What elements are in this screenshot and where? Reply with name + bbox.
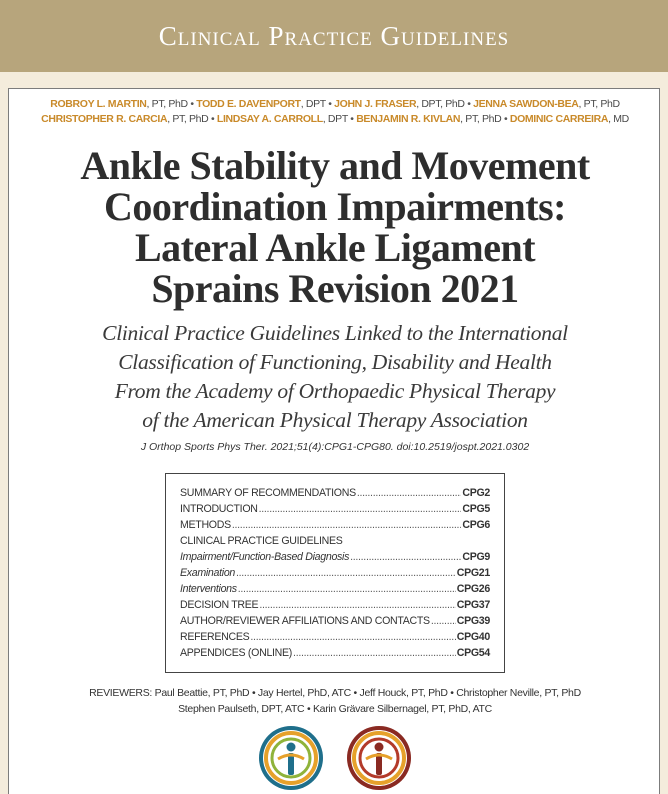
toc-page: CPG2 [462, 487, 490, 499]
toc-page: CPG26 [456, 583, 490, 595]
toc-entry[interactable] [180, 629, 490, 645]
toc-label: INTRODUCTION [180, 503, 258, 515]
title-line: Coordination Impairments: [104, 184, 566, 229]
author-separator: • [210, 113, 215, 125]
subtitle-line: From the Academy of Orthopaedic Physical Therapy [114, 379, 556, 403]
toc-leader [357, 485, 462, 501]
document-subtitle [9, 319, 661, 435]
author-name: LINDSAY A. CARROLL [216, 113, 323, 125]
toc-section-heading: CLINICAL PRACTICE GUIDELINES [180, 535, 343, 547]
author-line-1 [9, 97, 661, 112]
logo-row [9, 723, 661, 794]
toc-page: CPG6 [462, 519, 490, 531]
toc-leader [259, 501, 462, 517]
document-title [9, 145, 661, 309]
toc-page: CPG21 [456, 567, 490, 579]
toc-entry[interactable] [180, 501, 490, 517]
cover-panel [8, 88, 660, 794]
author-name: JOHN J. FRASER [334, 98, 417, 110]
header-banner [0, 0, 668, 72]
toc-entry[interactable] [180, 613, 490, 629]
toc-page: CPG40 [456, 631, 490, 643]
author-credentials: , DPT [322, 113, 348, 125]
toc-leader [293, 645, 456, 661]
author-credentials: , DPT [300, 98, 326, 110]
subtitle-line: Classification of Functioning, Disability and Health [118, 350, 552, 374]
toc-entry[interactable] [180, 597, 490, 613]
toc-entry[interactable] [180, 565, 490, 581]
author-separator: • [328, 98, 332, 110]
toc-label: Interventions [180, 583, 237, 595]
toc-entry[interactable] [180, 549, 490, 565]
author-separator: • [350, 113, 354, 125]
toc-leader [250, 629, 455, 645]
author-separator: • [503, 113, 508, 125]
reviewers-line-1: REVIEWERS: Paul Beattie, PT, PhD • Jay Hertel, PhD, ATC • Jeff Houck, PT, PhD • Christopher Neville, PT, PhD [89, 687, 581, 699]
academy-logo-red [344, 723, 414, 793]
toc-label: APPENDICES (ONLINE) [180, 647, 293, 659]
toc-page: CPG9 [462, 551, 490, 563]
toc-page: CPG37 [456, 599, 490, 611]
toc-page: CPG54 [456, 647, 490, 659]
author-name: ROBROY L. MARTIN [50, 98, 147, 110]
reviewers-line-2: Stephen Paulseth, DPT, ATC • Karin Grävare Silbernagel, PT, PhD, ATC [178, 703, 492, 715]
banner-title: Clinical Practice Guidelines [158, 20, 510, 51]
toc-label: METHODS [180, 519, 231, 531]
author-list [9, 97, 661, 127]
author-credentials: , DPT, PhD [416, 98, 465, 110]
toc-leader [238, 581, 456, 597]
subtitle-line: Clinical Practice Guidelines Linked to the International [102, 321, 568, 345]
toc-leader [232, 517, 461, 533]
author-name: TODD E. DAVENPORT [196, 98, 301, 110]
author-name: DOMINIC CARREIRA [509, 113, 609, 125]
toc-entry[interactable] [180, 645, 490, 661]
reviewers [9, 685, 661, 717]
author-name: BENJAMIN R. KIVLAN [356, 113, 461, 125]
table-of-contents [165, 473, 505, 673]
author-credentials: , MD [608, 113, 629, 125]
author-credentials: , PT, PhD [460, 113, 502, 125]
toc-page: CPG5 [462, 503, 490, 515]
author-credentials: , PT, PhD [167, 113, 209, 125]
subtitle-line: of the American Physical Therapy Association [142, 408, 528, 432]
toc-entry[interactable] [180, 517, 490, 533]
toc-leader [431, 613, 456, 629]
title-line: Lateral Ankle Ligament [134, 225, 536, 270]
toc-label: AUTHOR/REVIEWER AFFILIATIONS AND CONTACTS [180, 615, 430, 627]
author-credentials: , PT, PhD [578, 98, 620, 110]
title-line: Ankle Stability and Movement [80, 143, 590, 188]
title-line: Sprains Revision 2021 [151, 266, 519, 311]
toc-page: CPG39 [456, 615, 490, 627]
author-separator: • [467, 98, 471, 110]
author-credentials: , PT, PhD [146, 98, 188, 110]
academy-logo-blue [256, 723, 326, 793]
toc-label: REFERENCES [180, 631, 250, 643]
author-name: JENNA SAWDON-BEA [473, 98, 579, 110]
author-separator: • [190, 98, 194, 110]
author-name: CHRISTOPHER R. CARCIA [41, 113, 168, 125]
toc-entry[interactable] [180, 581, 490, 597]
toc-label: DECISION TREE [180, 599, 259, 611]
toc-label: Impairment/Function-Based Diagnosis [180, 551, 350, 563]
toc-entry[interactable] [180, 485, 490, 501]
toc-leader [236, 565, 456, 581]
author-line-2 [9, 112, 661, 127]
citation: J Orthop Sports Phys Ther. 2021;51(4):CPG1-CPG80. doi:10.2519/jospt.2021.0302 [140, 441, 530, 453]
toc-label: Examination [180, 567, 235, 579]
toc-label: SUMMARY OF RECOMMENDATIONS [180, 487, 356, 499]
toc-leader [259, 597, 455, 613]
toc-leader [350, 549, 461, 565]
